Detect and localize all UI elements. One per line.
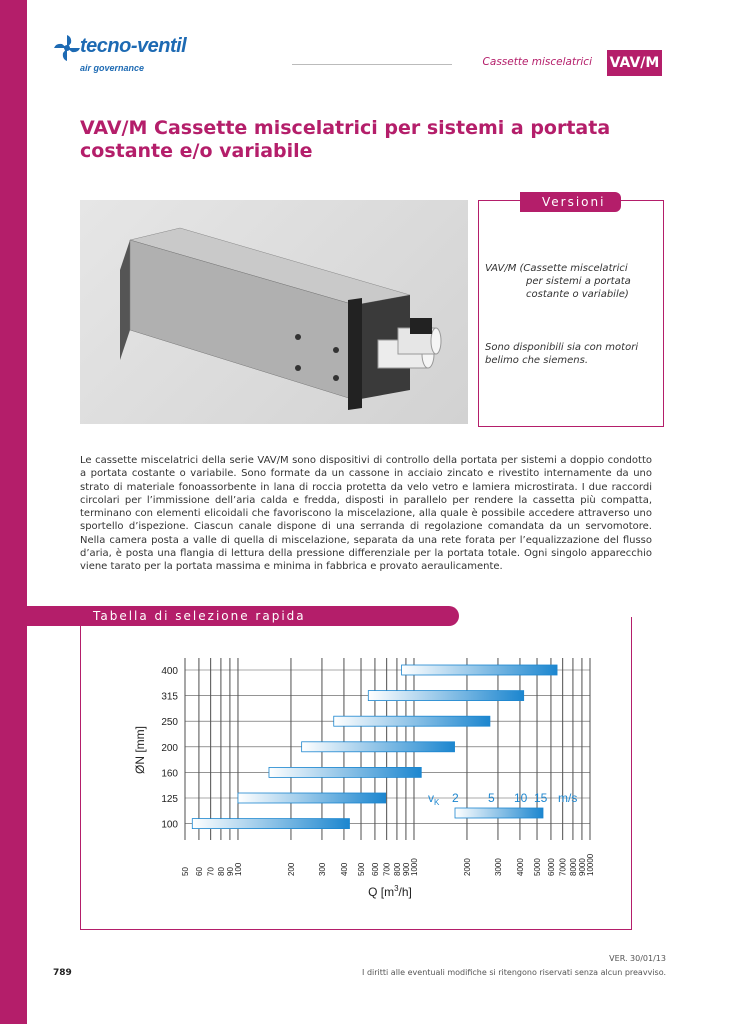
- x-tick-label: 80: [216, 867, 226, 876]
- brand-tagline: air governance: [80, 63, 145, 73]
- x-tick-label: 800: [392, 862, 402, 876]
- versions-item-1-line3: costante o variabile): [526, 289, 629, 300]
- x-tick-label: 7000: [558, 858, 568, 876]
- x-tick-label: 400: [339, 862, 349, 876]
- versions-item-1-line1: VAV/M (Cassette miscelatrici: [485, 263, 628, 274]
- velocity-value: m/s: [558, 791, 578, 805]
- description-paragraph: Le cassette miscelatrici della serie VAV/M sono dispositivi di controllo della portata per sistemi a doppio condotto a portata costante o variabile. Sono formate da un cassone in acciaio zincato e rivestito internamente da uno strato di materiale fonoassorbente in lana di roccia protetta da velo vetro e lamiera microstirata. I due raccordi circolari per l’immissione dell’aria calda e fredda, disposti in parallelo per rendere la cassetta più compatta, terminano con elementi elicoidali che favoriscono la miscelazione, alla quale è possibile accedere attraverso uno sportello d’ispezione. Ciascun canale dispone di una serranda di regolazione comandata da un servomotore. Nella camera posta a valle di quella di miscelazione, separata da una rete forata per l’equalizzazione del flusso d’aria, è posta una flangia di lettura della pressione differenziale per la portata totale. Ogni singolo apparecchio viene tarato per la portata massima e minima in fabbrica e provato aeraulicamente.: [80, 455, 652, 573]
- side-accent-bar: [0, 0, 27, 1024]
- range-bar: [402, 665, 558, 675]
- velocity-bar: [455, 808, 543, 818]
- range-bar: [269, 767, 421, 777]
- footer-version: VER. 30/01/13: [609, 954, 666, 963]
- x-tick-label: 10000: [586, 853, 595, 876]
- mixing-box-image: [80, 200, 468, 424]
- velocity-label: $v_K$: [428, 791, 440, 807]
- x-tick-label: 2000: [462, 858, 472, 876]
- selection-chart: [80, 640, 600, 910]
- x-tick-label: 700: [382, 862, 392, 876]
- x-tick-label: 4000: [515, 858, 525, 876]
- header-category: Cassette miscelatrici: [482, 56, 592, 68]
- versions-tab: Versioni: [520, 192, 621, 212]
- versions-item-1: [485, 262, 655, 301]
- header-badge: VAV/M: [607, 50, 662, 76]
- versions-item-1-line2: per sistemi a portata: [526, 276, 631, 287]
- y-axis-title: ØN [mm]: [133, 726, 147, 774]
- y-tick-label: 100: [161, 819, 178, 831]
- x-tick-label: 9000: [577, 858, 587, 876]
- x-tick-label: 1000: [409, 858, 419, 876]
- velocity-value: 2: [452, 791, 459, 805]
- y-tick-label: 200: [161, 742, 178, 754]
- x-tick-label: 8000: [568, 858, 578, 876]
- versions-panel: [478, 200, 664, 427]
- range-bar: [334, 716, 490, 726]
- y-tick-label: 400: [161, 666, 178, 677]
- fan-icon: [52, 33, 82, 63]
- range-bar: [368, 691, 523, 701]
- x-tick-label: 300: [317, 862, 327, 876]
- x-tick-label: 6000: [546, 858, 556, 876]
- footer-note: I diritti alle eventuali modifiche si ritengono riservati senza alcun preavviso.: [362, 968, 666, 977]
- x-tick-label: 90: [225, 867, 235, 876]
- velocity-value: 15: [534, 791, 548, 805]
- y-tick-label: 250: [161, 717, 178, 729]
- header-divider: [292, 64, 452, 65]
- y-tick-label: 160: [161, 768, 178, 780]
- y-tick-label: 315: [161, 691, 178, 703]
- page-title: VAV/M Cassette miscelatrici per sistemi a portata costante e/o variabile: [80, 117, 611, 162]
- x-tick-label: 60: [194, 867, 204, 876]
- x-tick-label: 70: [206, 867, 216, 876]
- range-bar: [302, 742, 455, 752]
- x-tick-label: 900: [401, 862, 411, 876]
- velocity-value: 10: [514, 791, 528, 805]
- velocity-value: 5: [488, 791, 495, 805]
- x-tick-label: 3000: [493, 858, 503, 876]
- page-number: 789: [53, 968, 72, 978]
- x-tick-label: 200: [286, 862, 296, 876]
- y-tick-label: 125: [161, 794, 178, 805]
- product-photo: [80, 200, 468, 424]
- x-tick-label: 100: [233, 862, 243, 876]
- brand-name: tecno-ventil: [80, 35, 187, 57]
- range-bar: [238, 793, 386, 803]
- selection-table-title: Tabella di selezione rapida: [27, 606, 459, 626]
- x-tick-label: 5000: [533, 858, 543, 876]
- x-axis-title: Q $[m^3/h]$: [368, 884, 412, 899]
- x-tick-label: 50: [181, 867, 190, 876]
- x-tick-label: 500: [357, 862, 367, 876]
- brand-logo: [52, 33, 187, 73]
- x-tick-label: 600: [370, 862, 380, 876]
- range-bar: [192, 819, 349, 829]
- versions-item-2: Sono disponibili sia con motori belimo che siemens.: [485, 342, 639, 366]
